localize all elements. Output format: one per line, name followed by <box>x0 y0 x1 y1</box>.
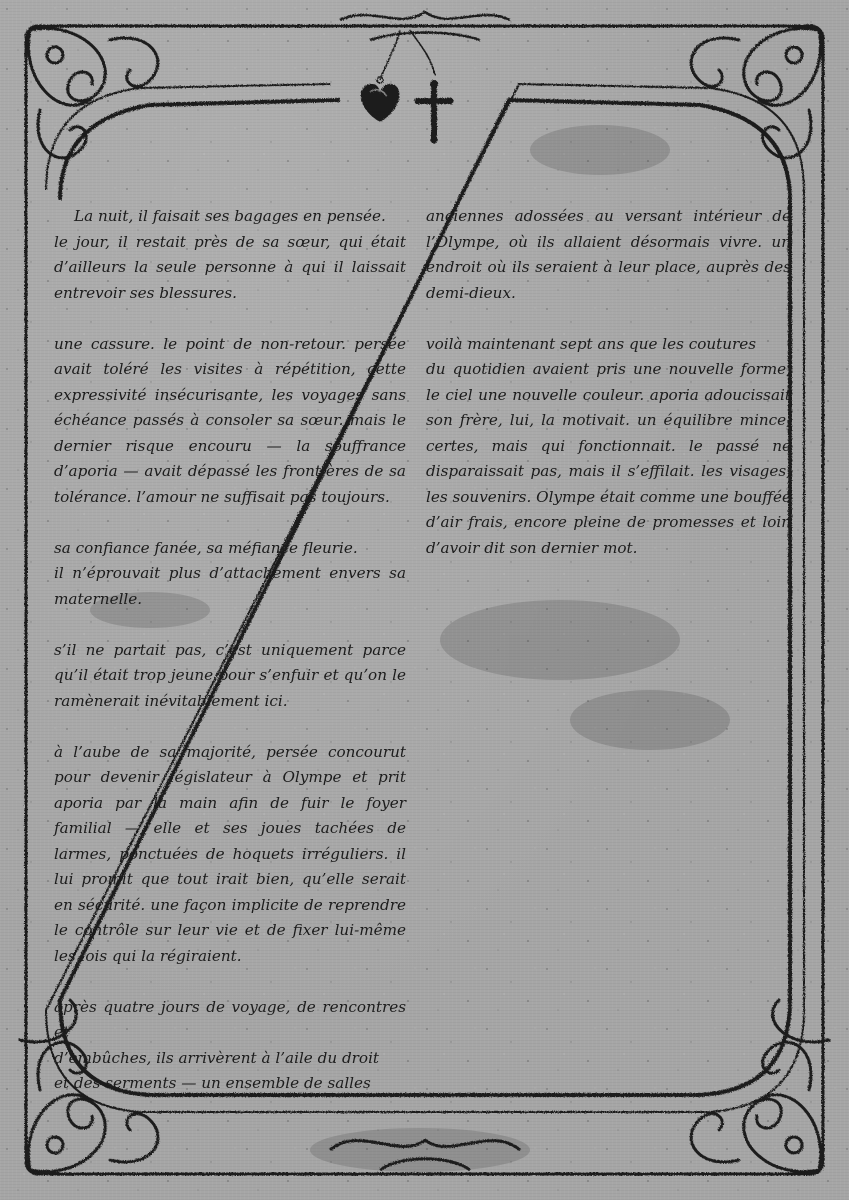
right-text-column <box>426 204 791 587</box>
paragraph: une cassure. le point de non-retour. persée avait toléré les visites à répétition, cette expressivité insécurisante, les voyages sans échéance passés à consoler sa sœur. mais le dernier risque encouru — la souffrance d’aporia — avait dépassé les frontières de sa tolérance. l’amour ne suffisait pas toujours. <box>54 334 406 506</box>
left-text-column <box>54 204 406 1122</box>
paragraph: s’il ne partait pas, c’est uniquement parce qu’il était trop jeune pour s’enfuir et qu’on le ramènerait inévitablement ici. <box>54 640 406 710</box>
paragraph: voilà maintenant sept ans que les coutures du quotidien avaient pris une nouvelle forme, le ciel une nouvelle couleur. aporia adoucissait son frère, lui, la motivait. un équilibre mince, certes, mais qui fonctionnait. le passé ne disparaissait pas, mais il s’effilait. les visages, les souvenirs. Olympe était comme une bouffée d’air frais, encore pleine de promesses et loin d’avoir dit son dernier mot. <box>426 334 791 557</box>
paragraph: anciennes adossées au versant intérieur de l’Olympe, où ils allaient désormais vivre. un endroit où ils seraient à leur place, auprès des demi-dieux. <box>426 207 791 302</box>
paragraph: après quatre jours de voyage, de rencontres et d’embûches, ils arrivèrent à l’aile du droit et des serments — un ensemble de salles <box>54 997 406 1092</box>
paragraph: La nuit, il faisait ses bagages en pensée. le jour, il restait près de sa sœur, qui était d’ailleurs la seule personne à qui il laissait entrevoir ses blessures. <box>54 207 406 302</box>
paragraph: à l’aube de sa majorité, persée concourut pour devenir législateur à Olympe et prit aporia par la main afin de fuir le foyer familial — elle et ses joues tachées de larmes, ponctuées de hoquets irréguliers. il lui promit que tout irait bien, qu’elle serait en sécurité. une façon implicite de reprendre le contrôle sur leur vie et de fixer lui-même les lois qui la régiraient. <box>54 742 406 965</box>
paragraph: sa confiance fanée, sa méfiance fleurie. il n’éprouvait plus d’attachement envers sa maternelle. <box>54 538 406 608</box>
